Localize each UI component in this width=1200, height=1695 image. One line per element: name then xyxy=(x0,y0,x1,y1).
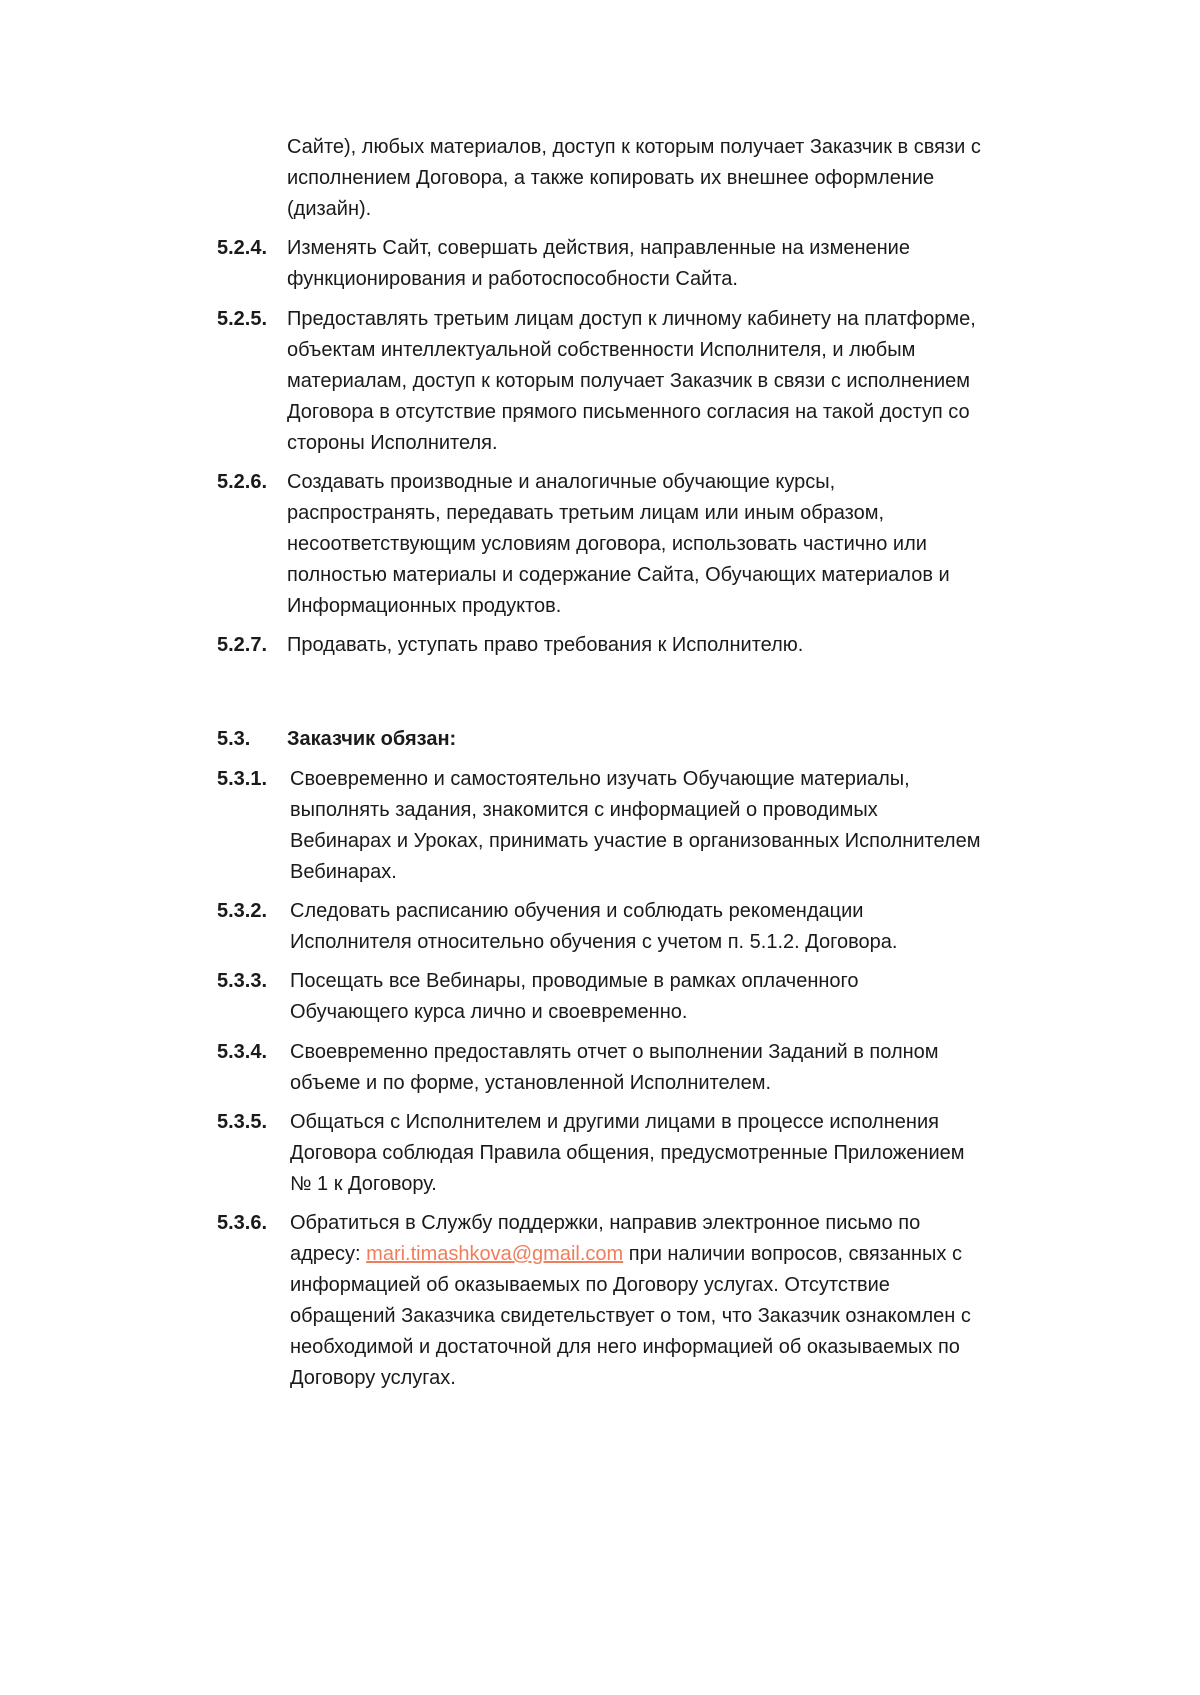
clause-line: выполнять задания, знакомится с информацией о проводимых xyxy=(290,799,878,821)
clause-line: Продавать, уступать право требования к Исполнителю. xyxy=(287,634,804,656)
email-suffix: при наличии вопросов, связанных с xyxy=(623,1243,962,1265)
section-number: 5.3. xyxy=(217,728,251,750)
clause-line: обращений Заказчика свидетельствует о том, что Заказчик ознакомлен с xyxy=(290,1305,971,1327)
intro-line: исполнением Договора, а также копировать их внешнее оформление xyxy=(287,167,935,189)
intro-line: (дизайн). xyxy=(287,198,372,220)
clause-line: объеме и по форме, установленной Исполнителем. xyxy=(290,1072,772,1094)
clause-line: Предоставлять третьим лицам доступ к личному кабинету на платформе, xyxy=(287,308,976,330)
clause-number: 5.2.6. xyxy=(217,471,268,493)
clause-line: материалам, доступ к которым получает Заказчик в связи с исполнением xyxy=(287,370,971,392)
section-title: Заказчик обязан: xyxy=(287,728,457,750)
clause-line: Договора в отсутствие прямого письменного согласия на такой доступ со xyxy=(287,401,970,423)
clause-line: полностью материалы и содержание Сайта, Обучающих материалов и xyxy=(287,564,950,586)
clause-line: Вебинарах и Уроках, принимать участие в организованных Исполнителем xyxy=(290,830,981,852)
clause-line: стороны Исполнителя. xyxy=(287,432,498,454)
clause-line: Информационных продуктов. xyxy=(287,595,562,617)
email-prefix: адресу: xyxy=(290,1243,367,1265)
clause-number: 5.3.3. xyxy=(217,970,268,992)
support-email-link[interactable]: mari.timashkova@gmail.com xyxy=(366,1243,624,1265)
clause-number: 5.2.7. xyxy=(217,634,268,656)
clause-line: Следовать расписанию обучения и соблюдать рекомендации xyxy=(290,900,864,922)
clause-number: 5.3.1. xyxy=(217,768,268,790)
clause-number: 5.3.5. xyxy=(217,1111,268,1133)
clause-line-with-email xyxy=(290,1242,962,1266)
clause-line: Создавать производные и аналогичные обучающие курсы, xyxy=(287,471,836,493)
clause-line: Договора соблюдая Правила общения, предусмотренные Приложением xyxy=(290,1142,965,1164)
clause-line: необходимой и достаточной для него информацией об оказываемых по xyxy=(290,1336,960,1358)
clause-number: 5.3.2. xyxy=(217,900,268,922)
clause-line: Исполнителя относительно обучения с учетом п. 5.1.2. Договора. xyxy=(290,931,898,953)
clause-line: Вебинарах. xyxy=(290,861,397,883)
clause-number: 5.2.4. xyxy=(217,237,268,259)
intro-line: Сайте), любых материалов, доступ к которым получает Заказчик в связи с xyxy=(287,136,981,158)
clause-line: несоответствующим условиям договора, использовать частично или xyxy=(287,533,927,555)
clause-line: Посещать все Вебинары, проводимые в рамках оплаченного xyxy=(290,970,859,992)
clause-line: информацией об оказываемых по Договору услугах. Отсутствие xyxy=(290,1274,890,1296)
clause-line: Обучающего курса лично и своевременно. xyxy=(290,1001,688,1023)
clause-line: Обратиться в Службу поддержки, направив электронное письмо по xyxy=(290,1212,921,1234)
clause-number: 5.2.5. xyxy=(217,308,268,330)
clause-number: 5.3.6. xyxy=(217,1212,268,1234)
clause-line: распространять, передавать третьим лицам или иным образом, xyxy=(287,502,885,524)
clause-line: Изменять Сайт, совершать действия, направленные на изменение xyxy=(287,237,910,259)
clause-line: Договору услугах. xyxy=(290,1367,456,1389)
clause-line: Своевременно предоставлять отчет о выполнении Заданий в полном xyxy=(290,1041,939,1063)
clause-line: объектам интеллектуальной собственности Исполнителя, и любым xyxy=(287,339,916,361)
clause-line: функционирования и работоспособности Сайта. xyxy=(287,268,738,290)
clause-line: Общаться с Исполнителем и другими лицами в процессе исполнения xyxy=(290,1111,939,1133)
clause-number: 5.3.4. xyxy=(217,1041,268,1063)
clause-line: № 1 к Договору. xyxy=(290,1173,437,1195)
clause-line: Своевременно и самостоятельно изучать Обучающие материалы, xyxy=(290,768,910,790)
